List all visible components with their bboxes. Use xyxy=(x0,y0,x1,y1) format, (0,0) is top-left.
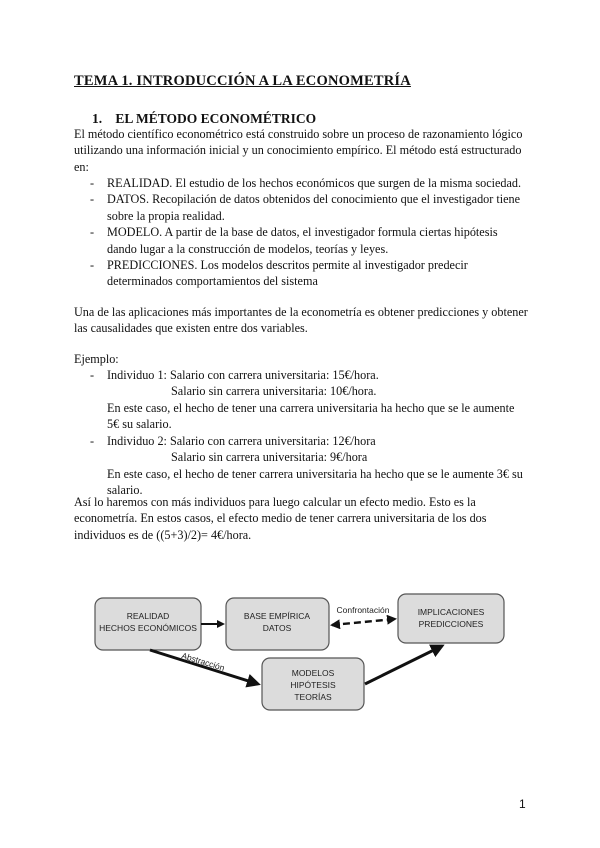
box-label: HECHOS ECONÓMICOS xyxy=(99,623,197,633)
text-line: salario. xyxy=(107,483,143,498)
text-line: El método científico econométrico está construido sobre un proceso de razonamiento lógico xyxy=(74,127,523,141)
text-line: Individuo 1: Salario con carrera universitaria: 15€/hora. xyxy=(107,368,379,382)
box-label: DATOS xyxy=(262,623,292,633)
label-abstraccion: Abstracción xyxy=(180,650,226,673)
box-label: REALIDAD xyxy=(126,611,170,621)
box-label: PREDICCIONES xyxy=(418,619,484,629)
text-line: sobre la propia realidad. xyxy=(107,208,225,223)
list-dash: - xyxy=(90,368,95,382)
box-label: MODELOS xyxy=(291,668,335,678)
list-dash: - xyxy=(90,258,95,272)
box-modelos xyxy=(262,658,364,710)
example-label: Ejemplo: xyxy=(74,352,119,366)
text-line: Salario sin carrera universitaria: 9€/hora xyxy=(171,450,368,465)
text-line: Individuo 2: Salario con carrera universitaria: 12€/hora xyxy=(107,434,376,448)
text-line: Así lo haremos con más individuos para luego calcular un efecto medio. Esto es la xyxy=(74,495,476,509)
text-line: individuos es de ((5+3)/2)= 4€/hora. xyxy=(74,527,252,542)
text-line: dando lugar a la construcción de modelos, teorías y leyes. xyxy=(107,241,389,256)
box-realidad xyxy=(95,598,201,650)
box-label: TEORÍAS xyxy=(294,692,332,702)
arrow-confrontacion xyxy=(332,619,395,625)
list-dash: - xyxy=(90,176,95,190)
page-number: 1 xyxy=(519,797,526,811)
box-label: BASE EMPÍRICA xyxy=(243,611,311,621)
text-line: determinados comportamientos del sistema xyxy=(107,274,318,289)
text-line: Salario sin carrera universitaria: 10€/hora. xyxy=(171,384,377,399)
text-line: Una de las aplicaciones más importantes de la econometría es obtener predicciones y obtener xyxy=(74,305,528,319)
text-line: En este caso, el hecho de tener una carrera universitaria ha hecho que se le aumente xyxy=(107,400,515,415)
box-base-empirica xyxy=(226,598,329,650)
text-line: 5€ su salario. xyxy=(107,417,172,432)
list-dash: - xyxy=(90,192,95,207)
section-number: 1. xyxy=(92,111,103,126)
text-line: DATOS. Recopilación de datos obtenidos del conocimiento que el investigador tiene xyxy=(107,192,521,207)
text-line: en: xyxy=(74,159,89,174)
arrow-modelos-to-implicaciones xyxy=(365,646,442,684)
text-line: las causalidades que existen entre dos variables. xyxy=(74,321,308,336)
text-line: MODELO. A partir de la base de datos, el investigador formula ciertas hipótesis xyxy=(107,225,498,240)
page-title: TEMA 1. INTRODUCCIÓN A LA ECONOMETRÍA xyxy=(74,73,411,89)
text-line: REALIDAD. El estudio de los hechos económicos que surgen de la misma sociedad. xyxy=(107,176,522,190)
text-line: utilizando una información inicial y un conocimiento empírico. El método está estructurado xyxy=(74,143,522,158)
box-label: IMPLICACIONES xyxy=(417,607,485,617)
list-dash: - xyxy=(90,225,95,240)
text-line: PREDICCIONES. Los modelos descritos permite al investigador predecir xyxy=(107,258,468,272)
text-line: econometría. En estos casos, el efecto medio de tener carrera universitaria de los dos xyxy=(74,511,487,526)
section-title: EL MÉTODO ECONOMÉTRICO xyxy=(115,111,317,126)
text-line: En este caso, el hecho de tener carrera universitaria ha hecho que se le aumente 3€ su xyxy=(107,466,523,481)
list-dash: - xyxy=(90,434,95,448)
label-confrontacion: Confrontación xyxy=(336,605,390,615)
box-label: HIPÓTESIS xyxy=(290,680,336,690)
box-implicaciones xyxy=(398,594,504,643)
